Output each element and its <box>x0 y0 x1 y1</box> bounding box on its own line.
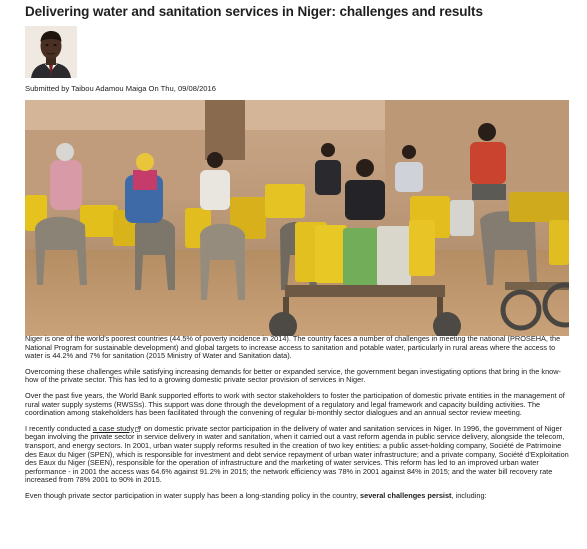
case-study-link[interactable]: a case study <box>92 423 134 433</box>
article-title: Delivering water and sanitation services in Niger: challenges and results <box>25 4 483 19</box>
external-link-icon[interactable] <box>135 426 141 432</box>
author-portrait-image <box>25 26 77 78</box>
case-study-intro: I recently conducted <box>25 423 93 433</box>
paragraph-world-bank-support: Over the past five years, the World Bank supported efforts to work with sector stakeholders to foster the participation of domestic private entities in the management of rural water supply systems (RWSSs). This support was done through the development of a regulatory and legal framework and capacity building activities. The coordination among stakeholders has been facilitated through the convening of regular bi-monthly sector dialogues and an annual sector review meeting. <box>25 390 565 418</box>
paragraph-challenges: Overcoming these challenges while satisfying increasing demands for better or expanded service, the government began investigating options that bring in the know-how of the private sector. This has led to a growing domestic private sector provision of services in Niger. <box>25 366 561 385</box>
persist-emphasis: several challenges persist <box>360 490 452 500</box>
article-byline: Submitted by Taibou Adamou Maiga On Thu, 09/08/2016 <box>25 84 216 93</box>
article-photo <box>25 100 569 336</box>
article-body <box>25 335 569 508</box>
donkey-carts-water-photo <box>25 100 569 336</box>
case-study-body: on domestic private sector participation in the delivery of water and sanitation services in Niger. In 1996, the government of Niger began involving the private sector in service delivery in water and sanitation, when it carried out a vast reform agenda in public service delivery, alongside the telecom, transport, and energy sectors. In 2001, urban water supply reforms resulted in the creation of two key entities: a public asset-holding company, Société de Patrimoine des Eaux du Niger (SPEN), which is responsible for investment and debt service repayment of urban water infrastructure; and a private company, Société d'Exploitation des Eaux du Niger (SEEN), responsible for the operation of infrastructure and the marketing of water services. This reform has led to an improved urban water performance - in 2001 the access was 64.6% against 91.2% in 2015; the network efficiency was 78% in 2001 against 84% in 2015; and the water bill recovery rate increased from 78% 2001 to 90% in 2015. <box>25 423 569 485</box>
author-avatar <box>25 26 77 78</box>
paragraph-case-study <box>25 425 569 485</box>
paragraph-poverty: Niger is one of the world's poorest countries (44.5% of poverty incidence in 2014). The country faces a number of challenges in meeting the national (PROSEHA, the National Program for sustainable development) and global targets to increase access to sanitation and potable water, particularly in rural areas where the access to water is 44.2% and 7% for sanitation (2015 Ministry of Water and Sanitation data). <box>25 334 561 361</box>
persist-end: , including: <box>451 490 487 500</box>
persist-intro: Even though private sector participation in water supply has been a long-standing policy in the country, <box>25 490 361 500</box>
paragraph-persisting-challenges <box>25 492 569 501</box>
